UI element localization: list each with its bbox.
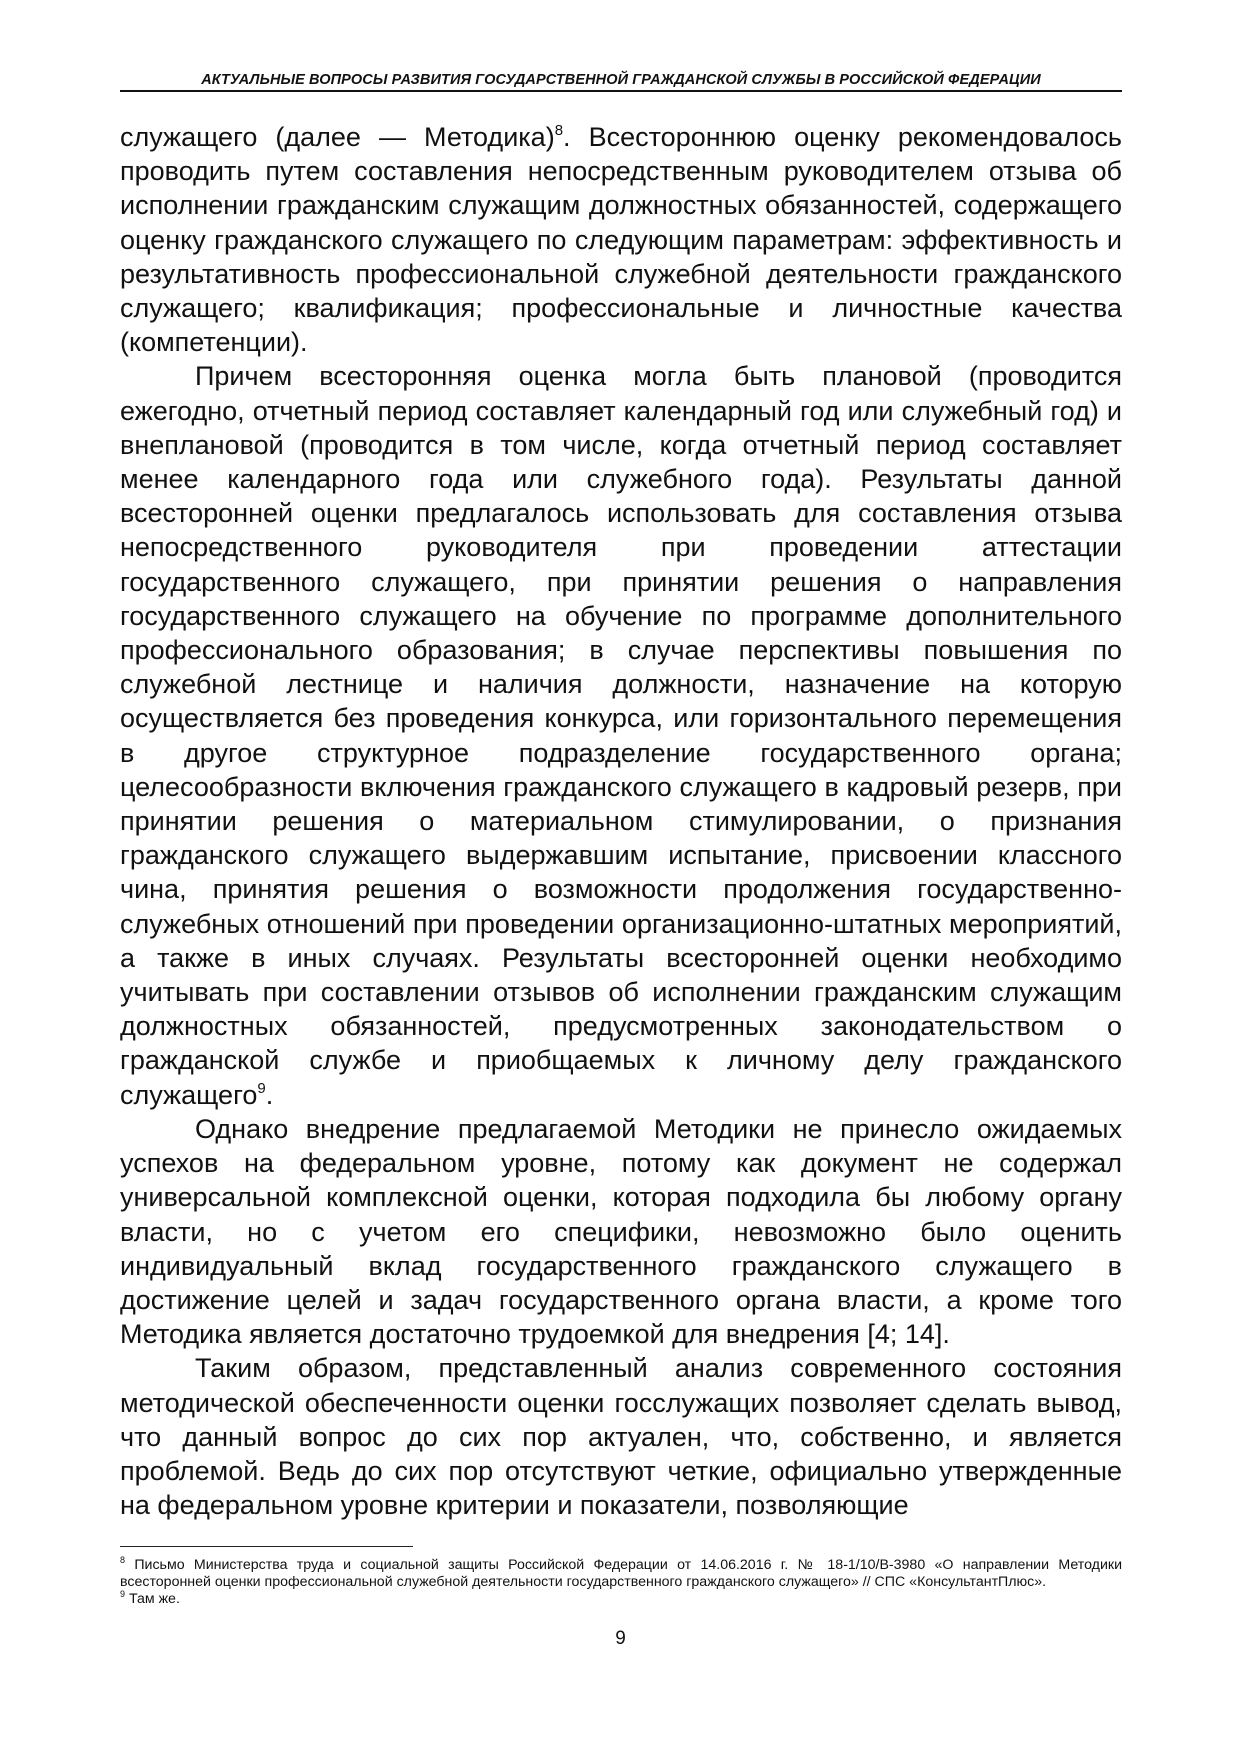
paragraph-1-text: служащего (далее — Методика) — [120, 122, 555, 152]
paragraph-4: Таким образом, представленный анализ современного состояния методической обеспеченности оценки госслужащих позволяет сделать вывод, что данный вопрос до сих пор актуален, что, собственно, и является проблемой. Ведь до сих пор отсутствуют четкие, официально утвержденные на федеральном уровне критерии и показатели, позволяющие — [120, 1353, 1122, 1521]
running-header: АКТУАЛЬНЫЕ ВОПРОСЫ РАЗВИТИЯ ГОСУДАРСТВЕННОЙ ГРАЖДАНСКОЙ СЛУЖБЫ В РОССИЙСКОЙ ФЕДЕРАЦИИ — [120, 72, 1122, 92]
paragraph-3: Однако внедрение предлагаемой Методики не принесло ожидаемых успехов на федеральном уровне, потому как документ не содержал универсальной комплексной оценки, которая подходила бы любому органу власти, но с учетом его специфики, невозможно было оценить индивидуальный вклад государственного гражданского служащего в достижение целей и задач государственного органа власти, а кроме того Методика является достаточно трудоемкой для внедрения [4; 14]. — [120, 1113, 1122, 1350]
footnote-9 — [120, 1591, 1122, 1608]
footnote-mark-8: 8 — [120, 1555, 126, 1565]
footnote-8 — [120, 1557, 1122, 1591]
body-text — [120, 120, 1122, 1522]
footnote-separator — [120, 1546, 413, 1547]
footnotes — [120, 1557, 1122, 1608]
paragraph-1-text-cont: . Всестороннюю оценку рекомендовалось проводить путем составления непосредственным руководителем отзыва об исполнении гражданским служащим должностных обязанностей, содержащего оценку гражданского служащего по следующим параметрам: эффективность и результативность профессиональной служебной деятельности гражданского служащего; квалификация; профессиональные и личностные качества (компетенции). — [120, 122, 1122, 358]
paragraph-1 — [120, 120, 1122, 359]
paragraph-2 — [120, 359, 1122, 1111]
paragraph-2-text-cont: . — [265, 1079, 274, 1110]
footnote-ref-9[interactable]: 9 — [257, 1079, 266, 1097]
page-number: 9 — [615, 1628, 626, 1649]
footnote-9-text: Там же. — [125, 1591, 180, 1607]
footnote-ref-8[interactable]: 8 — [554, 122, 564, 139]
paragraph-2-text: Причем всесторонняя оценка могла быть плановой (проводится ежегодно, отчетный период составляет календарный год или служебный год) и внеплановой (проводится в том числе, когда отчетный период составляет менее календарного года или служебного года). Результаты данной всесторонней оценки предлагалось использовать для составления отзыва непосредственного руководителя при проведении аттестации государственного служащего, при принятии решения о направления государственного служащего на обучение по программе дополнительного профессионального образования; в случае перспективы повышения по служебной лестнице и наличия должности, назначение на которую осуществляется без проведения конкурса, или горизонтального перемещения в другое структурное подразделение государственного органа; целесообразности включения гражданского служащего в кадровый резерв, при принятии решения о материальном стимулировании, о признания гражданского служащего выдержавшим испытание, присвоении классного чина, принятия решения о возможности продолжения государственно-служебных отношений при проведении организационно-штатных мероприятий, а также в иных случаях. Результаты всесторонней оценки необходимо учитывать при составлении отзывов об исполнении гражданским служащим должностных обязанностей, предусмотренных законодательством о гражданской службе и приобщаемых к личному делу гражданского служащего — [120, 361, 1122, 1110]
footnote-8-text: Письмо Министерства труда и социальной защиты Российской Федерации от 14.06.2016 г. № 18-1/10/В-3980 «О направлении Методики всесторонней оценки профессиональной служебной деятельности государственного гражданского служащего» // СПС «КонсультантПлюс». — [120, 1557, 1122, 1590]
footnote-mark-9: 9 — [120, 1589, 126, 1599]
